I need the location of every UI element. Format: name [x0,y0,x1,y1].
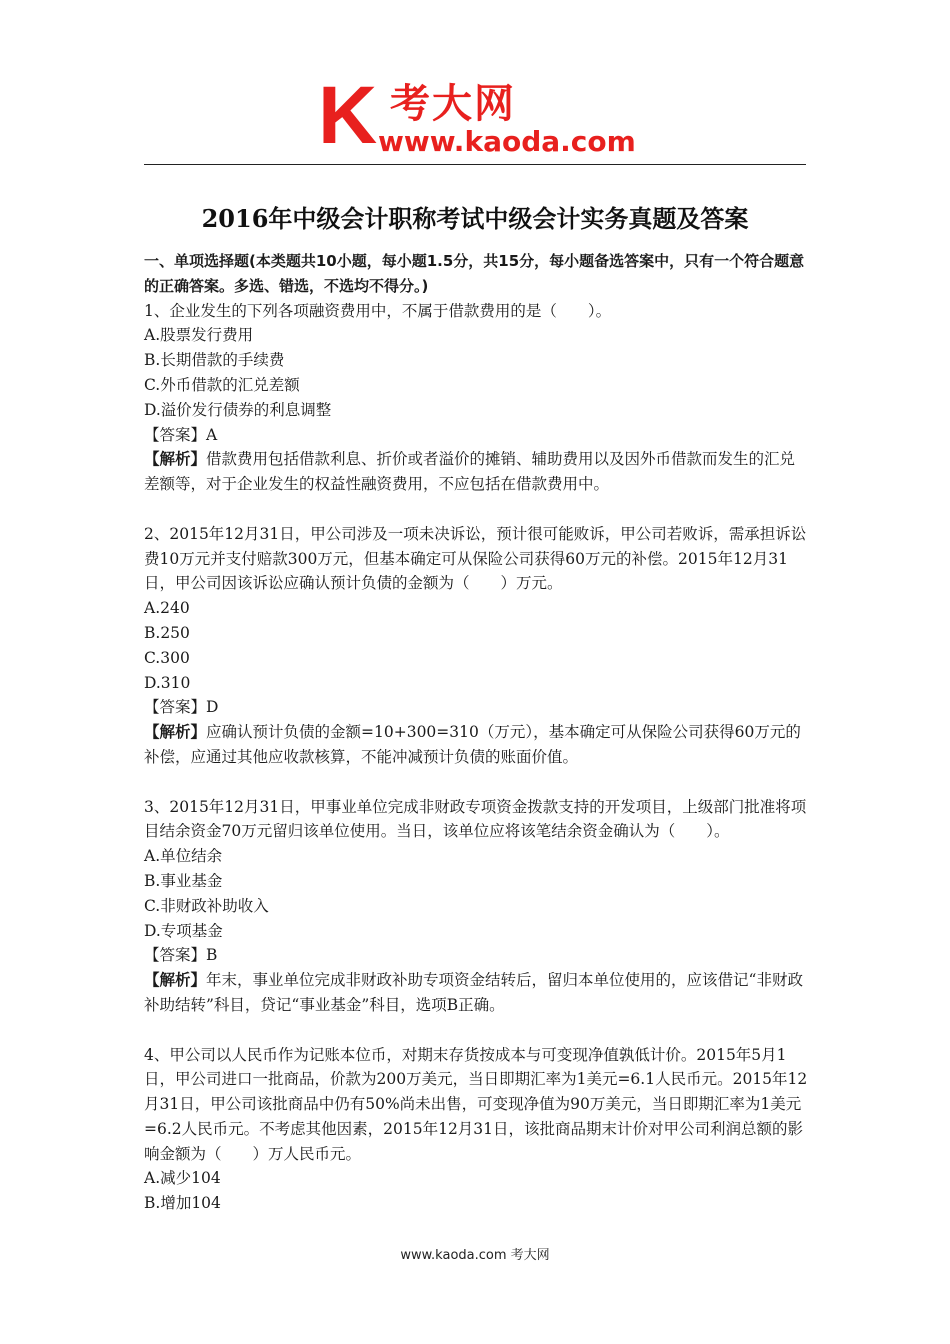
analysis-text: 年末，事业单位完成非财政补助专项资金结转后，留归本单位使用的，应该借记“非财政补助结转”科目，贷记“事业基金”科目，选项B正确。 [144,971,803,1014]
spacer [144,770,808,795]
question-1-option-c: C.外币借款的汇兑差额 [144,375,300,394]
spacer [144,1018,808,1043]
question-2-option-a: A.240 [144,599,190,618]
analysis-tag: 【解析】 [144,723,207,742]
question-1-option-a: A.股票发行费用 [144,326,254,345]
logo-url: www.kaoda.com [378,125,636,158]
spacer [144,497,808,522]
analysis-tag: 【解析】 [144,450,207,469]
document-body [144,249,808,1216]
question-3-option-b: B.事业基金 [144,871,223,890]
question-4-option-b: B.增加104 [144,1194,221,1213]
question-3-option-d: D.专项基金 [144,921,223,940]
document-title: 2016年中级会计职称考试中级会计实务真题及答案 [201,204,749,233]
question-4-stem: 4、甲公司以人民币作为记账本位币，对期末存货按成本与可变现净值孰低计价。2015年5月1日，甲公司进口一批商品，价款为200万美元，当日即期汇率为1美元=6.1人民币元。2015年12月31日，甲公司该批商品中仍有50%尚未出售，可变现净值为90万美元，当日即期汇率为1美元=6.2人民币元。不考虑其他因素，2015年12月31日，该批商品期末计价对甲公司利润总额的影响金额为（ ）万人民币元。 [144,1045,808,1163]
question-2-stem: 2、2015年12月31日，甲公司涉及一项未决诉讼，预计很可能败诉，甲公司若败诉，需承担诉讼费10万元并支付赔款300万元，但基本确定可从保险公司获得60万元的补偿。2015年12月31日，甲公司因该诉讼应确认预计负债的金额为（ ）万元。 [144,524,807,593]
kaoda-logo[interactable] [318,70,638,161]
question-1-option-d: D.溢价发行债券的利息调整 [144,400,332,419]
question-1-stem: 1、企业发生的下列各项融资费用中，不属于借款费用的是（ ）。 [144,301,612,320]
question-2-option-c: C.300 [144,648,190,667]
logo-chinese-name: 考大网 [390,81,516,127]
section-heading: 一、单项选择题(本类题共10小题，每小题1.5分，共15分，每小题备选答案中，只有一个符合题意的正确答案。多选、错选，不选均不得分。) [144,252,805,295]
question-3-answer: 【答案】B [144,946,218,965]
question-1-analysis [144,447,808,497]
question-2-analysis [144,720,808,770]
question-3-stem: 3、2015年12月31日，甲事业单位完成非财政专项资金拨款支持的开发项目，上级部门批准将项目结余资金70万元留归该单位使用。当日，该单位应将该笔结余资金确认为（ ）。 [144,797,807,841]
analysis-tag: 【解析】 [144,971,207,990]
question-3-analysis [144,968,808,1018]
logo-letter-k: K [318,70,376,161]
question-1-answer: 【答案】A [144,425,218,444]
analysis-text: 借款费用包括借款利息、折价或者溢价的摊销、辅助费用以及因外币借款而发生的汇兑差额等，对于企业发生的权益性融资费用，不应包括在借款费用中。 [144,450,796,494]
question-2-option-d: D.310 [144,673,191,692]
question-1-option-b: B.长期借款的手续费 [144,351,285,370]
question-4-option-a: A.减少104 [144,1169,221,1188]
question-3-option-a: A.单位结余 [144,847,223,866]
question-2-answer: 【答案】D [144,698,219,717]
question-3-option-c: C.非财政补助收入 [144,896,269,915]
page-footer: www.kaoda.com 考大网 [400,1248,550,1263]
header-divider [144,164,806,165]
analysis-text: 应确认预计负债的金额=10+300=310（万元），基本确定可从保险公司获得60万元的补偿，应通过其他应收款核算，不能冲减预计负债的账面价值。 [144,723,801,766]
question-2-option-b: B.250 [144,623,190,642]
